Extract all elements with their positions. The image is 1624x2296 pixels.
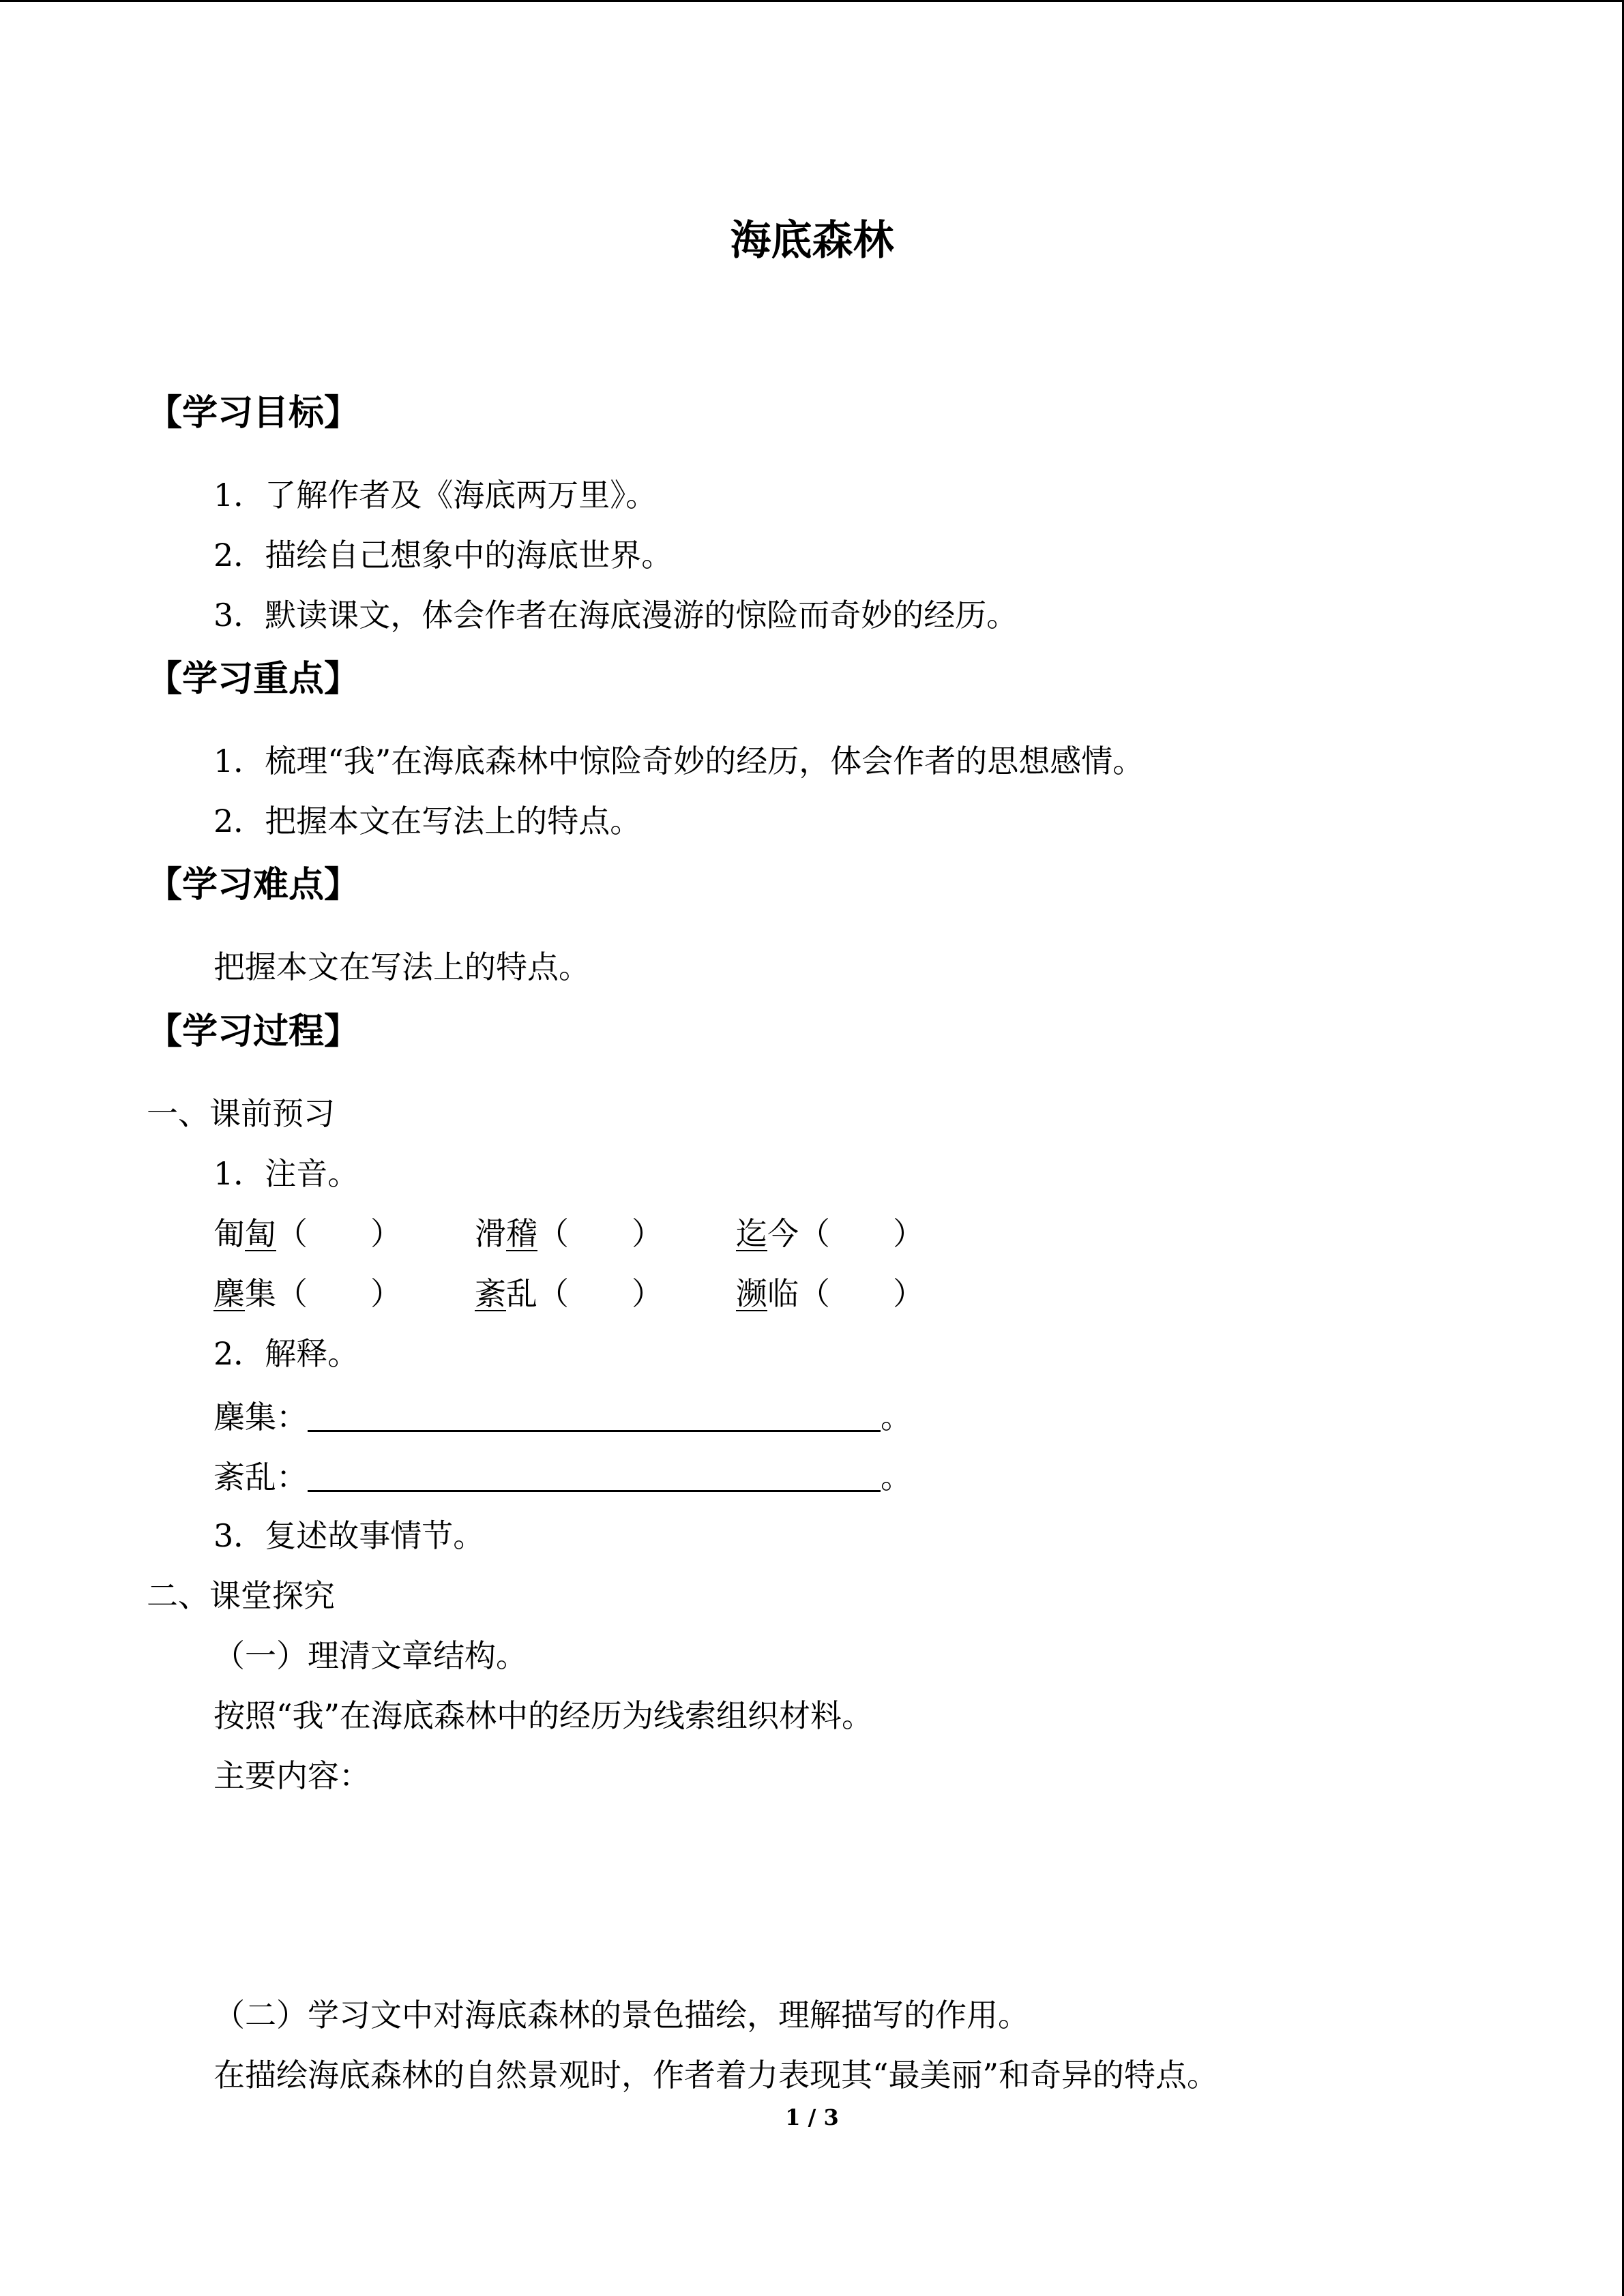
part2-sub2-text: 在描绘海底森林的自然景观时，作者着力表现其“最美丽”和奇异的特点。 — [213, 2057, 1219, 2093]
part2-sub1: （一）理清文章结构。 — [213, 1637, 527, 1674]
explain-end-mark: 。 — [881, 1459, 912, 1495]
part2-sub2: （二）学习文中对海底森林的景色描绘，理解描写的作用。 — [213, 1997, 1029, 2033]
pinyin-answer-blank[interactable]: （ ） — [799, 1275, 924, 1312]
pinyin-target-char: 迄 — [736, 1215, 767, 1252]
pinyin-char: 集 — [245, 1275, 276, 1312]
page-number: 1 / 3 — [785, 2104, 839, 2130]
part1-q3: 3．复述故事情节。 — [213, 1517, 485, 1554]
goal-item-3: 3．默读课文，体会作者在海底漫游的惊险而奇妙的经历。 — [213, 597, 1018, 633]
goal-item-1: 1．了解作者及《海底两万里》。 — [213, 477, 658, 513]
heading-learning-goals: 【学习目标】 — [147, 393, 360, 434]
main-content-label: 主要内容： — [213, 1757, 370, 1794]
pinyin-answer-blank[interactable]: （ ） — [537, 1275, 663, 1312]
pinyin-item — [736, 1213, 924, 1254]
heading-difficulties: 【学习难点】 — [147, 865, 360, 906]
part1-title: 一、课前预习 — [147, 1095, 335, 1132]
explain-row — [213, 1397, 912, 1437]
explain-term: 紊乱： — [213, 1459, 308, 1495]
pinyin-item — [213, 1273, 402, 1314]
pinyin-target-char: 濒 — [736, 1275, 767, 1312]
heading-learning-process: 【学习过程】 — [147, 1011, 360, 1052]
key-point-item-1: 1．梳理“我”在海底森林中惊险奇妙的经历，体会作者的思想感情。 — [213, 743, 1145, 779]
pinyin-char: 临 — [767, 1275, 799, 1312]
explain-row — [213, 1457, 912, 1497]
pinyin-item — [213, 1213, 402, 1254]
key-point-item-2: 2．把握本文在写法上的特点。 — [213, 803, 642, 839]
explain-answer-line[interactable] — [308, 1463, 881, 1492]
part1-q2: 2．解释。 — [213, 1335, 359, 1372]
pinyin-item — [475, 1213, 663, 1254]
part2-title: 二、课堂探究 — [147, 1577, 335, 1614]
pinyin-target-char: 稽 — [506, 1215, 537, 1252]
explain-term: 麇集： — [213, 1399, 308, 1435]
pinyin-target-char: 紊 — [475, 1275, 506, 1312]
pinyin-char: 匍 — [213, 1215, 245, 1252]
pinyin-char: 滑 — [475, 1215, 506, 1252]
pinyin-item — [475, 1273, 663, 1314]
explain-end-mark: 。 — [881, 1399, 912, 1435]
pinyin-item — [736, 1273, 924, 1314]
part1-q1: 1．注音。 — [213, 1155, 359, 1192]
pinyin-char: 今 — [767, 1215, 799, 1252]
goal-item-2: 2．描绘自己想象中的海底世界。 — [213, 537, 673, 573]
heading-key-points: 【学习重点】 — [147, 659, 360, 700]
pinyin-answer-blank[interactable]: （ ） — [537, 1215, 663, 1252]
pinyin-answer-blank[interactable]: （ ） — [276, 1275, 402, 1312]
pinyin-target-char: 麇 — [213, 1275, 245, 1312]
pinyin-answer-blank[interactable]: （ ） — [276, 1215, 402, 1252]
document-title: 海底森林 — [730, 217, 894, 265]
difficulty-item-1: 把握本文在写法上的特点。 — [213, 949, 590, 985]
pinyin-answer-blank[interactable]: （ ） — [799, 1215, 924, 1252]
part2-sub1-text: 按照“我”在海底森林中的经历为线索组织材料。 — [213, 1697, 874, 1734]
explain-answer-line[interactable] — [308, 1403, 881, 1432]
pinyin-target-char: 匐 — [245, 1215, 276, 1252]
pinyin-char: 乱 — [506, 1275, 537, 1312]
